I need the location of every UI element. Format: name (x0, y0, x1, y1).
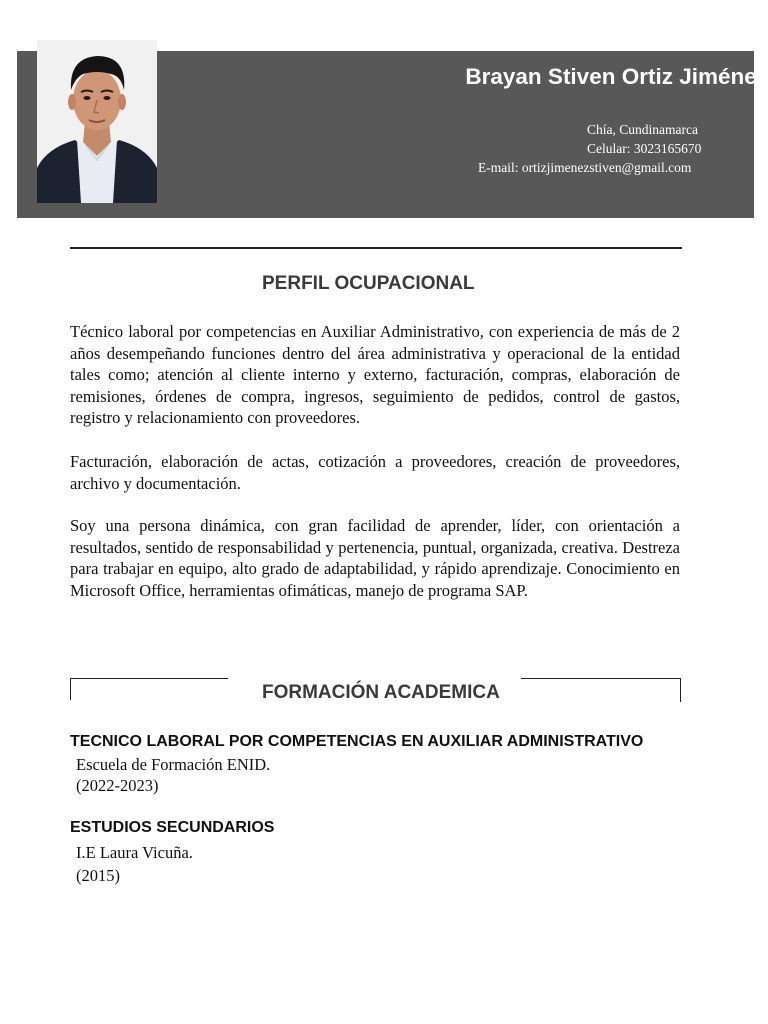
phone-text: Celular: 3023165670 (587, 141, 702, 156)
person-portrait-icon (37, 40, 157, 203)
education-degree: ESTUDIOS SECUNDARIOS (70, 819, 275, 836)
perfil-paragraph-2: Facturación, elaboración de actas, cotización a proveedores, creación de proveedores, archivo y documentación. (70, 452, 680, 493)
email-text: E-mail: ortizjimenezstiven@gmail.com (478, 160, 692, 175)
heading-bracket-left (70, 678, 228, 700)
candidate-name: Brayan Stiven Ortiz Jiménez (465, 64, 768, 89)
education-degree: TECNICO LABORAL POR COMPETENCIAS EN AUXILIAR ADMINISTRATIVO (70, 733, 644, 750)
heading-bracket-right (521, 678, 681, 702)
education-years: (2015) (76, 866, 120, 885)
education-institution: Escuela de Formación ENID. (76, 755, 271, 774)
contact-block (478, 120, 728, 177)
perfil-heading: PERFIL OCUPACIONAL (262, 273, 475, 294)
education-institution: I.E Laura Vicuña. (76, 843, 193, 862)
location-text: Chía, Cundinamarca (587, 122, 698, 137)
section-divider (70, 247, 682, 249)
formacion-heading: FORMACIÓN ACADEMICA (262, 682, 500, 703)
perfil-paragraph-1: Técnico laboral por competencias en Auxiliar Administrativo, con experiencia de más de 2 años desempeñando funciones dentro del área administrativa y operacional de la entidad tales como; atención al cliente interno y externo, facturación, compras, elaboración de remisiones, órdenes de compra, ingresos, seguimiento de pedidos, control de gastos, registro y relacionamiento con proveedores. (70, 322, 680, 427)
perfil-paragraph-3: Soy una persona dinámica, con gran facilidad de aprender, líder, con orientación a resultados, sentido de responsabilidad y pertenencia, puntual, organizada, creativa. Destreza para trabajar en equipo, alto grado de adaptabilidad, y rápido aprendizaje. Conocimiento en Microsoft Office, herramientas ofimáticas, manejo de programa SAP. (70, 516, 680, 600)
education-years: (2022-2023) (76, 776, 159, 795)
profile-photo (37, 40, 157, 203)
